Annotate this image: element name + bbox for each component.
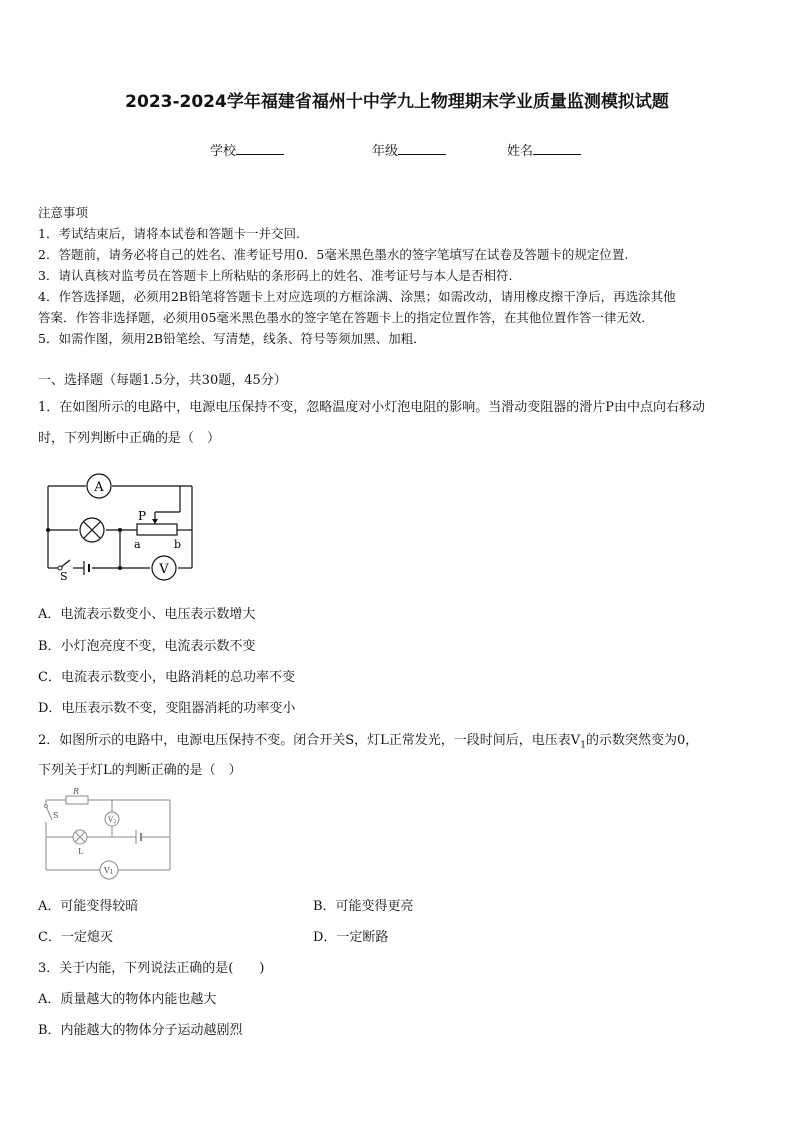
slider-label: P: [138, 509, 147, 523]
notice-item: 3．请认真核对监考员在答题卡上所粘贴的条形码上的姓名、准考证号与本人是否相符.: [38, 268, 513, 283]
notice-item: 4．作答选择题，必须用2B铅笔将答题卡上对应选项的方框涂满、涂黑；如需改动，请用橡皮擦干净后，再选涂其他: [38, 289, 676, 304]
notice-item: 5．如需作图，须用2B铅笔绘、写清楚，线条、符号等须加黑、加粗．: [38, 331, 426, 346]
q2-v2-label: V2: [108, 816, 117, 825]
q2-stem-sub: 1: [580, 740, 586, 751]
terminal-b-label: b: [174, 538, 182, 551]
notice-item: 1．考试结束后，请将本试卷和答题卡一并交回.: [38, 226, 300, 241]
q1-stem-line2: 时，下列判断中正确的是（ ）: [38, 431, 221, 446]
ammeter-label: A: [94, 480, 104, 495]
q2-stem-line1: [38, 729, 698, 751]
grade-label: 年级: [372, 144, 399, 159]
q3-stem: 3．关于内能，下列说法正确的是( ): [38, 961, 265, 976]
notice-item: 答案．作答非选择题，必须用05毫米黑色墨水的签字笔在答题卡上的指定位置作答，在其他位置作答一律无效．: [38, 310, 654, 325]
name-blank: [533, 142, 581, 155]
q1-stem-line1: 1．在如图所示的电路中，电源电压保持不变，忽略温度对小灯泡电阻的影响。当滑动变阻器的滑片P由中点向右移动: [38, 400, 706, 415]
voltmeter-label: V: [159, 562, 169, 577]
q1-option-b: B．小灯泡亮度不变，电流表示数不变: [38, 639, 256, 654]
q2-stem-part1: 2．如图所示的电路中，电源电压保持不变。闭合开关S，灯L正常发光，一段时间后，电压表V: [38, 733, 581, 748]
section-heading: 一、选择题（每题1.5分，共30题，45分）: [38, 373, 287, 388]
school-label: 学校: [210, 144, 237, 159]
q2-switch-label: S: [53, 811, 59, 820]
terminal-a-label: a: [134, 538, 141, 551]
q2-lamp-label: L: [78, 847, 84, 856]
notice-item: 2．答题前，请务必将自己的姓名、准考证号用0．5毫米黑色墨水的签字笔填写在试卷及答题卡的规定位置.: [38, 247, 629, 262]
q2-option-d: D．一定断路: [313, 930, 389, 945]
page-title: 2023-2024学年福建省福州十中学九上物理期末学业质量监测模拟试题: [125, 92, 669, 112]
notice-heading: 注意事项: [38, 205, 89, 220]
q2-option-c: C．一定熄灭: [38, 930, 113, 945]
q2-option-a: A．可能变得较暗: [38, 899, 139, 914]
q1-option-a: A．电流表示数变小、电压表示数增大: [38, 607, 256, 622]
q1-option-c: C．电流表示数变小，电路消耗的总功率不变: [38, 670, 295, 685]
school-blank: [236, 142, 284, 155]
q2-stem-part2: 的示数突然变为0，: [585, 733, 699, 748]
name-field: [507, 140, 581, 159]
q2-v1-label: V1: [104, 866, 114, 876]
q2-stem-line2: 下列关于灯L的判断正确的是（ ）: [38, 763, 242, 778]
switch-label: S: [60, 570, 68, 583]
school-field: [210, 140, 284, 159]
name-label: 姓名: [507, 144, 534, 159]
grade-blank: [398, 142, 446, 155]
q1-option-d: D．电压表示数不变，变阻器消耗的功率变小: [38, 701, 296, 716]
grade-field: [372, 140, 446, 159]
q2-resistor-label: R: [73, 787, 80, 796]
q2-option-b: B．可能变得更亮: [313, 899, 414, 914]
q3-option-b: B．内能越大的物体分子运动越剧烈: [38, 1023, 243, 1038]
q3-option-a: A．质量越大的物体内能也越大: [38, 992, 217, 1007]
q2-circuit-diagram: [40, 787, 180, 882]
q1-circuit-diagram: [40, 470, 210, 585]
